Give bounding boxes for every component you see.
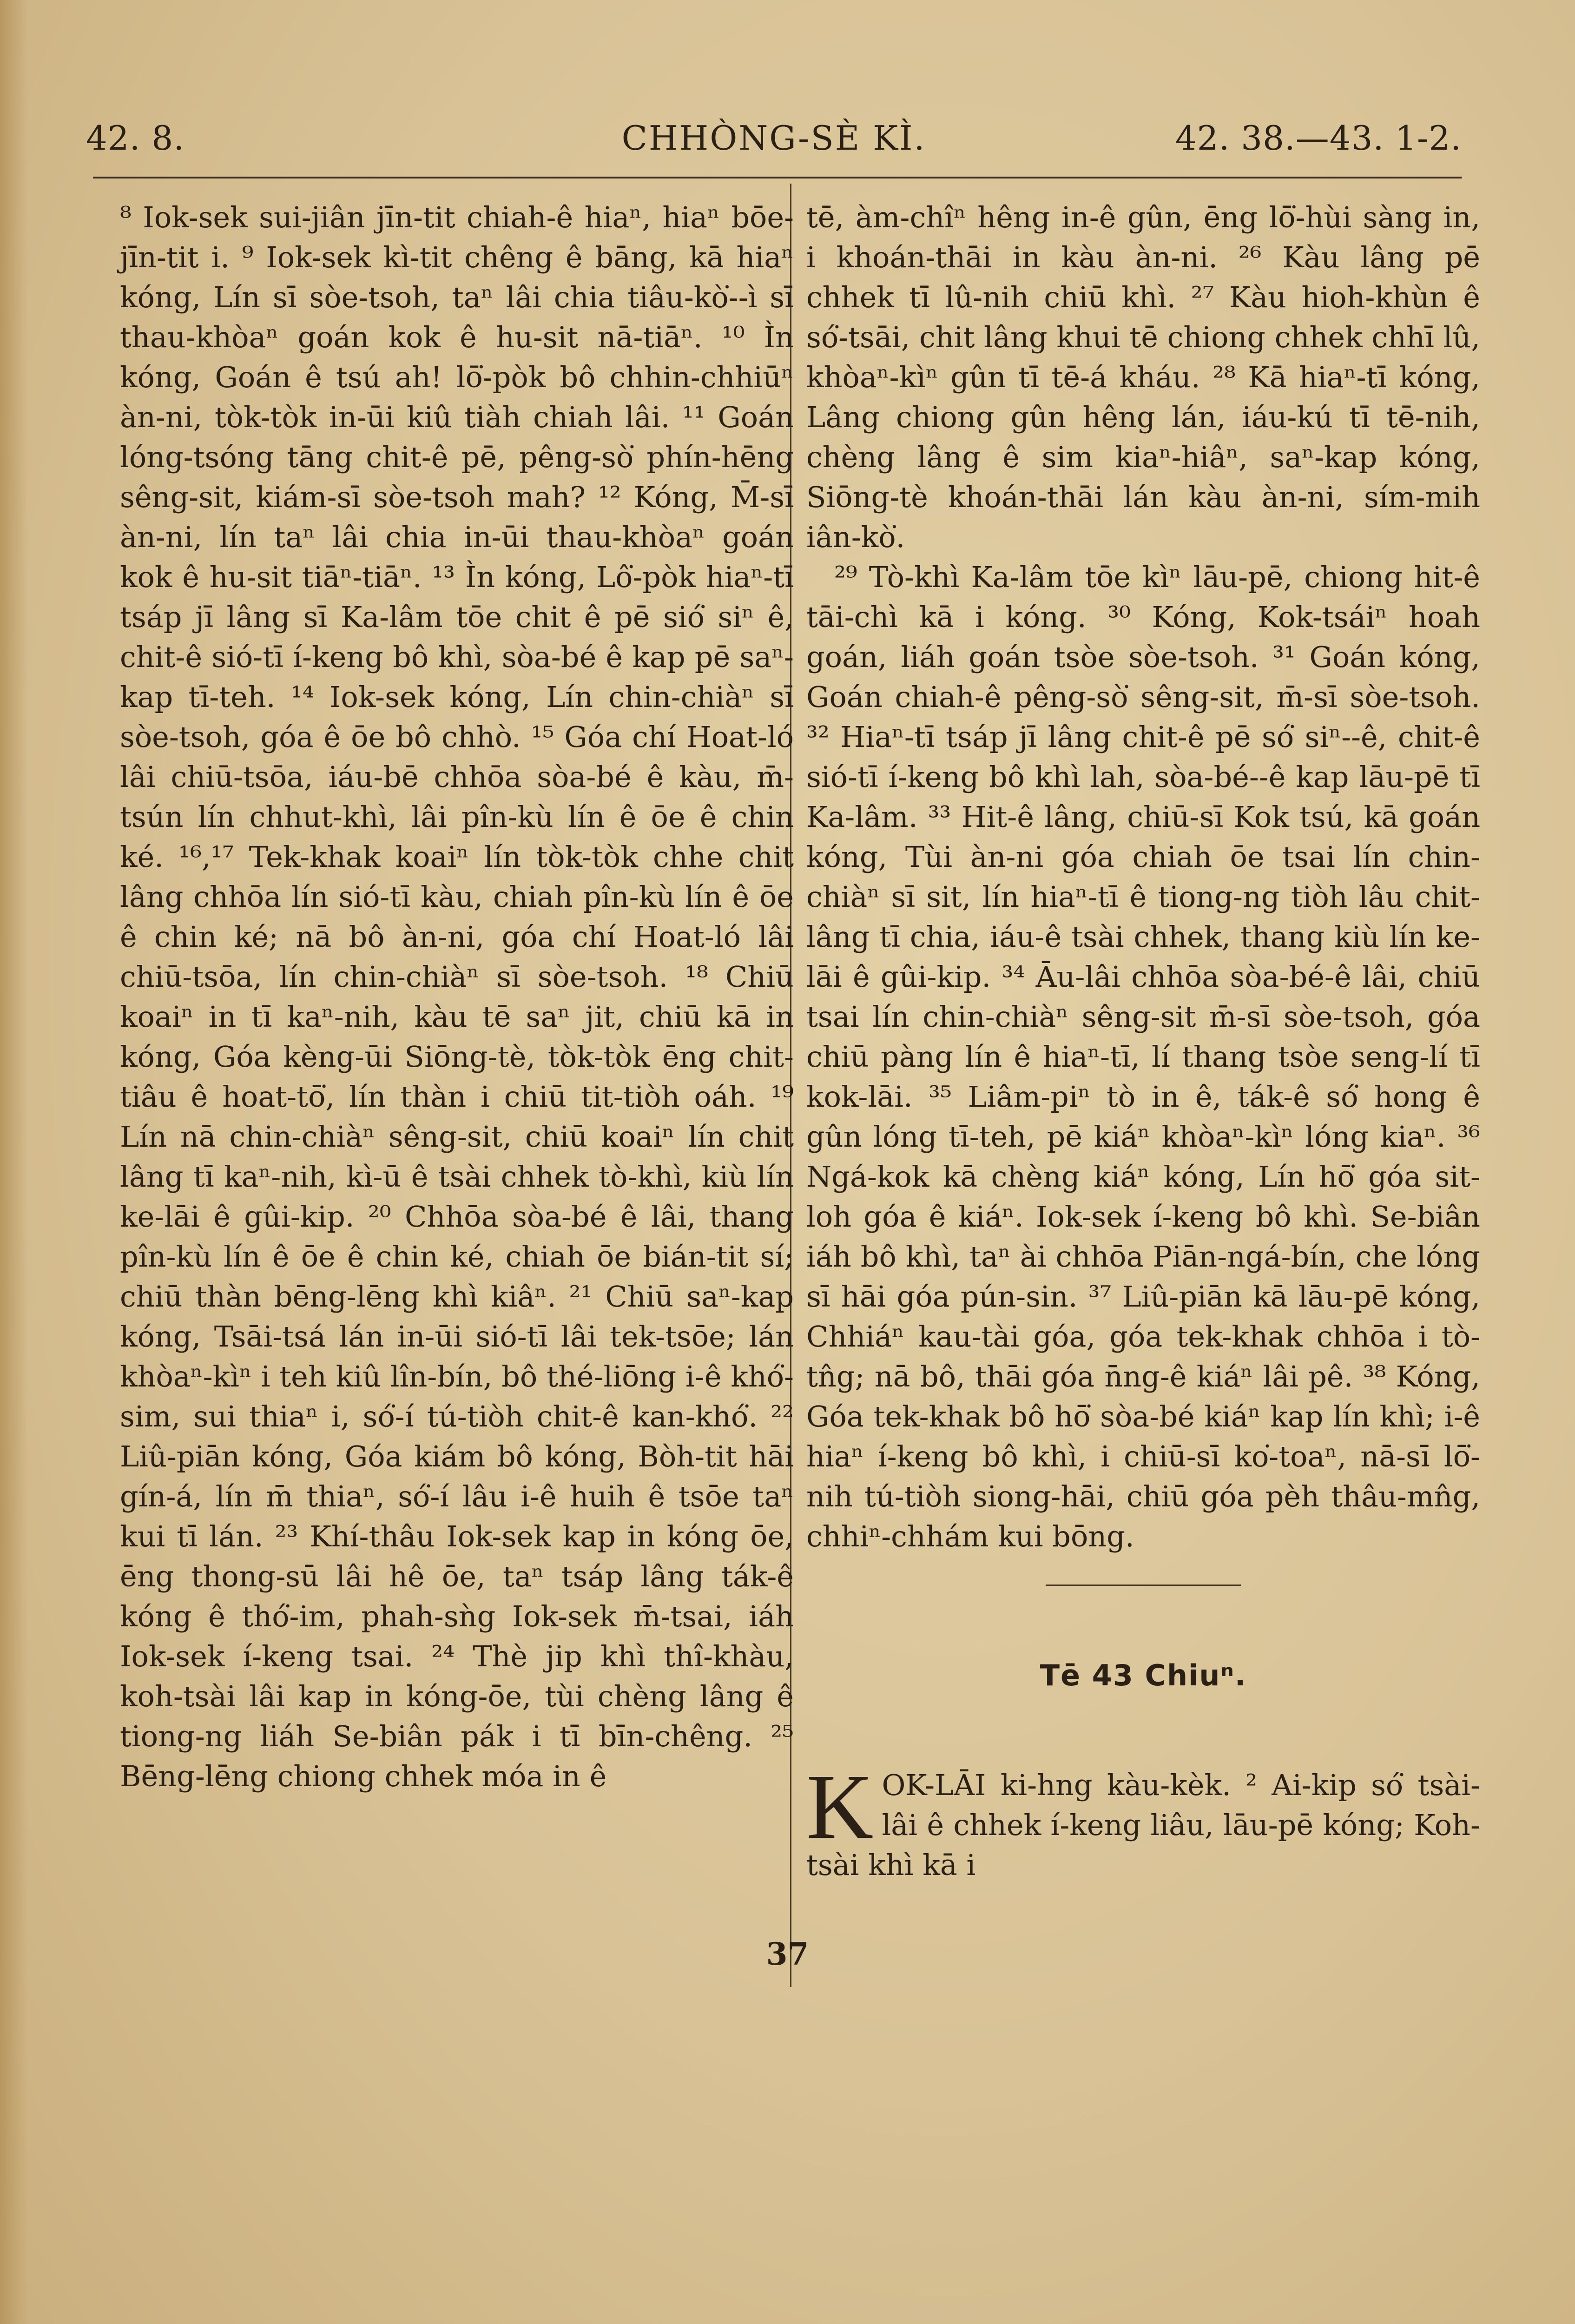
page-edge-shadow xyxy=(0,0,28,2324)
right-column-paragraph: ²⁹ Tò-khì Ka-lâm tōe kìⁿ lāu-pē, chiong hit-ê tāi-chì kā i kóng. ³⁰ Kóng, Kok-tsáiⁿ hoah goán, liáh goán tsòe sòe-tsoh. ³¹ Goán kóng, Goán chiah-ê pêng-sò͘ sêng-sit, m̄-sī sòe-tsoh. ³² Hiaⁿ-tī tsáp jī lâng chit-ê pē só͘ siⁿ--ê, chit-ê sió-tī í-keng bô khì lah, sòa-bé--ê kap lāu-pē tī Ka-lâm. ³³ Hit-ê lâng, chiū-sī Kok tsú, kā goán kóng, Tùi àn-ni góa chiah ōe tsai lín chin-chiàⁿ sī sit, lín hiaⁿ-tī ê tiong-ng tiòh lâu chit-lâng tī chia, iáu-ê tsài chhek, thang kiù lín ke-lāi ê gûi-kip. ³⁴ Āu-lâi chhōa sòa-bé-ê lâi, chiū tsai lín chin-chiàⁿ sêng-sit m̄-sī sòe-tsoh, góa chiū pàng lín ê hiaⁿ-tī, lí thang tsòe seng-lí tī kok-lāi. ³⁵ Liâm-piⁿ tò in ê, ták-ê só͘ hong ê gûn lóng tī-teh, pē kiáⁿ khòaⁿ-kìⁿ lóng kiaⁿ. ³⁶ Ngá-kok kā chèng kiáⁿ kóng, Lín hō͘ góa sit-loh góa ê kiáⁿ. Iok-sek í-keng bô khì. Se-biân iáh bô khì, taⁿ ài chhōa Piān-ngá-bín, che lóng sī hāi góa pún-sin. ³⁷ Liû-piān kā lāu-pē kóng, Chhiáⁿ kau-tài góa, góa tek-khak chhōa i tò-tn̂g; nā bô, thāi góa n̄ng-ê kiáⁿ lâi pê. ³⁸ Kóng, Góa tek-khak bô hō͘ sòa-bé kiáⁿ kap lín khì; i-ê hiaⁿ í-keng bô khì, i chiū-sī ko͘-toaⁿ, nā-sī lō͘-nih tú-tiòh siong-hāi, chiū góa pèh thâu-mn̂g, chhiⁿ-chhám kui bōng. xyxy=(806,560,1480,1553)
right-column xyxy=(806,198,1480,1885)
running-header xyxy=(86,119,1462,170)
chapter-divider-rule xyxy=(1046,1585,1241,1586)
drop-cap-letter: K xyxy=(806,1756,874,1858)
chapter-opening-paragraph xyxy=(806,1756,1480,1885)
left-column-text: ⁸ Iok-sek sui-jiân jīn-tit chiah-ê hiaⁿ, hiaⁿ bōe-jīn-tit i. ⁹ Iok-sek kì-tit chêng ê bāng, kā hiaⁿ kóng, Lín sī sòe-tsoh, taⁿ lâi chia tiâu-kò͘--ì sī thau-khòaⁿ goán kok ê hu-sit nā-tiāⁿ. ¹⁰ Ìn kóng, Goán ê tsú ah! lō͘-pòk bô chhin-chhiūⁿ àn-ni, tòk-tòk in-ūi kiû tiàh chiah lâi. ¹¹ Goán lóng-tsóng tāng chit-ê pē, pêng-sò͘ phín-hēng sêng-sit, kiám-sī sòe-tsoh mah? ¹² Kóng, M̄-sī àn-ni, lín taⁿ lâi chia in-ūi thau-khòaⁿ goán kok ê hu-sit tiāⁿ-tiāⁿ. ¹³ Ìn kóng, Lô͘-pòk hiaⁿ-tī tsáp jī lâng sī Ka-lâm tōe chit ê pē sió͘ siⁿ ê, chit-ê sió-tī í-keng bô khì, sòa-bé ê kap pē saⁿ-kap tī-teh. ¹⁴ Iok-sek kóng, Lín chin-chiàⁿ sī sòe-tsoh, góa ê ōe bô chhò. ¹⁵ Góa chí Hoat-ló lâi chiū-tsōa, iáu-bē chhōa sòa-bé ê kàu, m̄-tsún lín chhut-khì, lâi pîn-kù lín ê ōe ê chin ké. ¹⁶,¹⁷ Tek-khak koaiⁿ lín tòk-tòk chhe chit lâng chhōa lín sió-tī kàu, chiah pîn-kù lín ê ōe ê chin ké; nā bô àn-ni, góa chí Hoat-ló lâi chiū-tsōa, lín chin-chiàⁿ sī sòe-tsoh. ¹⁸ Chiū koaiⁿ in tī kaⁿ-nih, kàu tē saⁿ jit, chiū kā in kóng, Góa kèng-ūi Siōng-tè, tòk-tòk ēng chit-tiâu ê hoat-tō͘, lín thàn i chiū tit-tiòh oáh. ¹⁹ Lín nā chin-chiàⁿ sêng-sit, chiū koaiⁿ lín chit lâng tī kaⁿ-nih, kì-ū ê tsài chhek tò-khì, kiù lín ke-lāi ê gûi-kip. ²⁰ Chhōa sòa-bé ê lâi, thang pîn-kù lín ê ōe ê chin ké, chiah ōe bián-tit sí; chiū thàn bēng-lēng khì kiâⁿ. ²¹ Chiū saⁿ-kap kóng, Tsāi-tsá lán in-ūi sió-tī lâi tek-tsōe; lán khòaⁿ-kìⁿ i teh kiû lîn-bín, bô thé-liōng i-ê khó͘-sim, sui thiaⁿ i, só͘-í tú-tiòh chit-ê kan-khó͘. ²² Liû-piān kóng, Góa kiám bô kóng, Bòh-tit hāi gín-á, lín m̄ thiaⁿ, só͘-í lâu i-ê huih ê tsōe taⁿ kui tī lán. ²³ Khí-thâu Iok-sek kap in kóng ōe, ēng thong-sū lâi hê ōe, taⁿ tsáp lâng ták-ê kóng ê thó͘-im, phah-sǹg Iok-sek m̄-tsai, iáh Iok-sek í-keng tsai. ²⁴ Thè jip khì thî-khàu, koh-tsài lâi kap in kóng-ōe, tùi chèng lâng ê tiong-ng liáh Se-biân pák i tī bīn-chêng. ²⁵ Bēng-lēng chiong chhek móa in ê xyxy=(120,200,794,1793)
left-column xyxy=(120,198,794,1796)
page-number: 37 xyxy=(766,1936,809,1972)
chapter-opening-text: OK-LĀI ki-hng kàu-kèk. ² Ai-kip só͘ tsài-lâi ê chhek í-keng liâu, lāu-pē kóng; Koh-tsài khì kā i xyxy=(806,1768,1480,1882)
right-column-paragraph: tē, àm-chîⁿ hêng in-ê gûn, ēng lō͘-hùi sàng in, i khoán-thāi in kàu àn-ni. ²⁶ Kàu lâng pē chhek tī lû-nih chiū khì. ²⁷ Kàu hioh-khùn ê só͘-tsāi, chit lâng khui tē chiong chhek chhī lû, khòaⁿ-kìⁿ gûn tī tē-á kháu. ²⁸ Kā hiaⁿ-tī kóng, Lâng chiong gûn hêng lán, iáu-kú tī tē-nih, chèng lâng ê sim kiaⁿ-hiâⁿ, saⁿ-kap kóng, Siōng-tè khoán-thāi lán kàu àn-ni, sím-mih iân-kò͘. xyxy=(806,200,1480,554)
header-book-title: CHHÒNG-SÈ KÌ. xyxy=(621,119,926,158)
header-left-reference: 42. 8. xyxy=(86,119,185,158)
header-rule xyxy=(93,177,1462,178)
chapter-heading: Tē 43 Chiuⁿ. xyxy=(1040,1658,1247,1692)
header-right-reference: 42. 38.—43. 1-2. xyxy=(1175,119,1462,158)
